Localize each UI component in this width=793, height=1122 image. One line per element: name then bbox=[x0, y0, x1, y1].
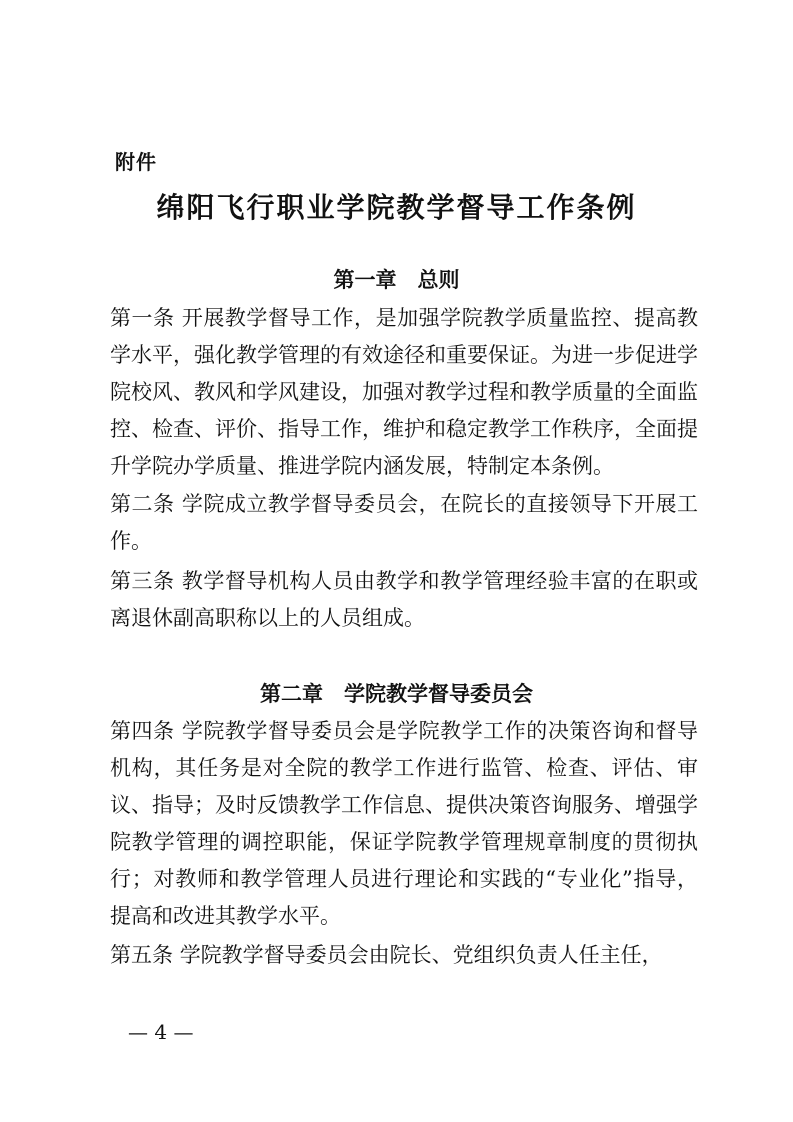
article-number: 第五条 bbox=[110, 943, 173, 967]
article-number: 第二条 bbox=[110, 492, 175, 516]
chapter-heading: 第一章 总则 bbox=[333, 268, 460, 292]
document-title: 绵阳飞行职业学院教学督导工作条例 bbox=[156, 191, 637, 224]
article-text: 学院成立教学督导委员会，在院长的直接领导下开展工作。 bbox=[110, 492, 699, 553]
article-text: 学院教学督导委员会是学院教学工作的决策咨询和督导机构，其任务是对全院的教学工作进行监管、检查、评估、审议、指导；及时反馈教学工作信息、提供决策咨询服务、增强学院教学管理的调控职能，保证学院教学管理规章制度的贯彻执行；对教师和教学管理人员进行理论和实践的“专业化”指导，提高和改进其教学水平。 bbox=[110, 719, 699, 928]
article-text: 教学督导机构人员由教学和教学管理经验丰富的在职或离退休副高职称以上的人员组成。 bbox=[110, 569, 699, 630]
article-text: 学院教学督导委员会由院长、党组织负责人任主任， bbox=[179, 943, 663, 967]
article-paragraph bbox=[110, 563, 698, 637]
article-number: 第一条 bbox=[110, 306, 175, 330]
article-paragraph bbox=[110, 937, 698, 974]
page-number: — 4 — bbox=[128, 1020, 194, 1044]
article-number: 第三条 bbox=[110, 569, 175, 593]
article-number: 第四条 bbox=[110, 719, 175, 743]
article-text: 开展教学督导工作，是加强学院教学质量监控、提高教学水平，强化教学管理的有效途径和重要保证。为进一步促进学院校风、教风和学风建设，加强对教学过程和教学质量的全面监控、检查、评价、指导工作，维护和稳定教学工作秩序，全面提升学院办学质量、推进学院内涵发展，特制定本条例。 bbox=[110, 306, 699, 478]
attachment-label: 附件 bbox=[115, 150, 157, 174]
article-paragraph bbox=[110, 713, 698, 935]
chapter-heading: 第二章 学院教学督导委员会 bbox=[260, 682, 533, 706]
article-paragraph bbox=[110, 486, 698, 560]
article-paragraph bbox=[110, 300, 698, 485]
